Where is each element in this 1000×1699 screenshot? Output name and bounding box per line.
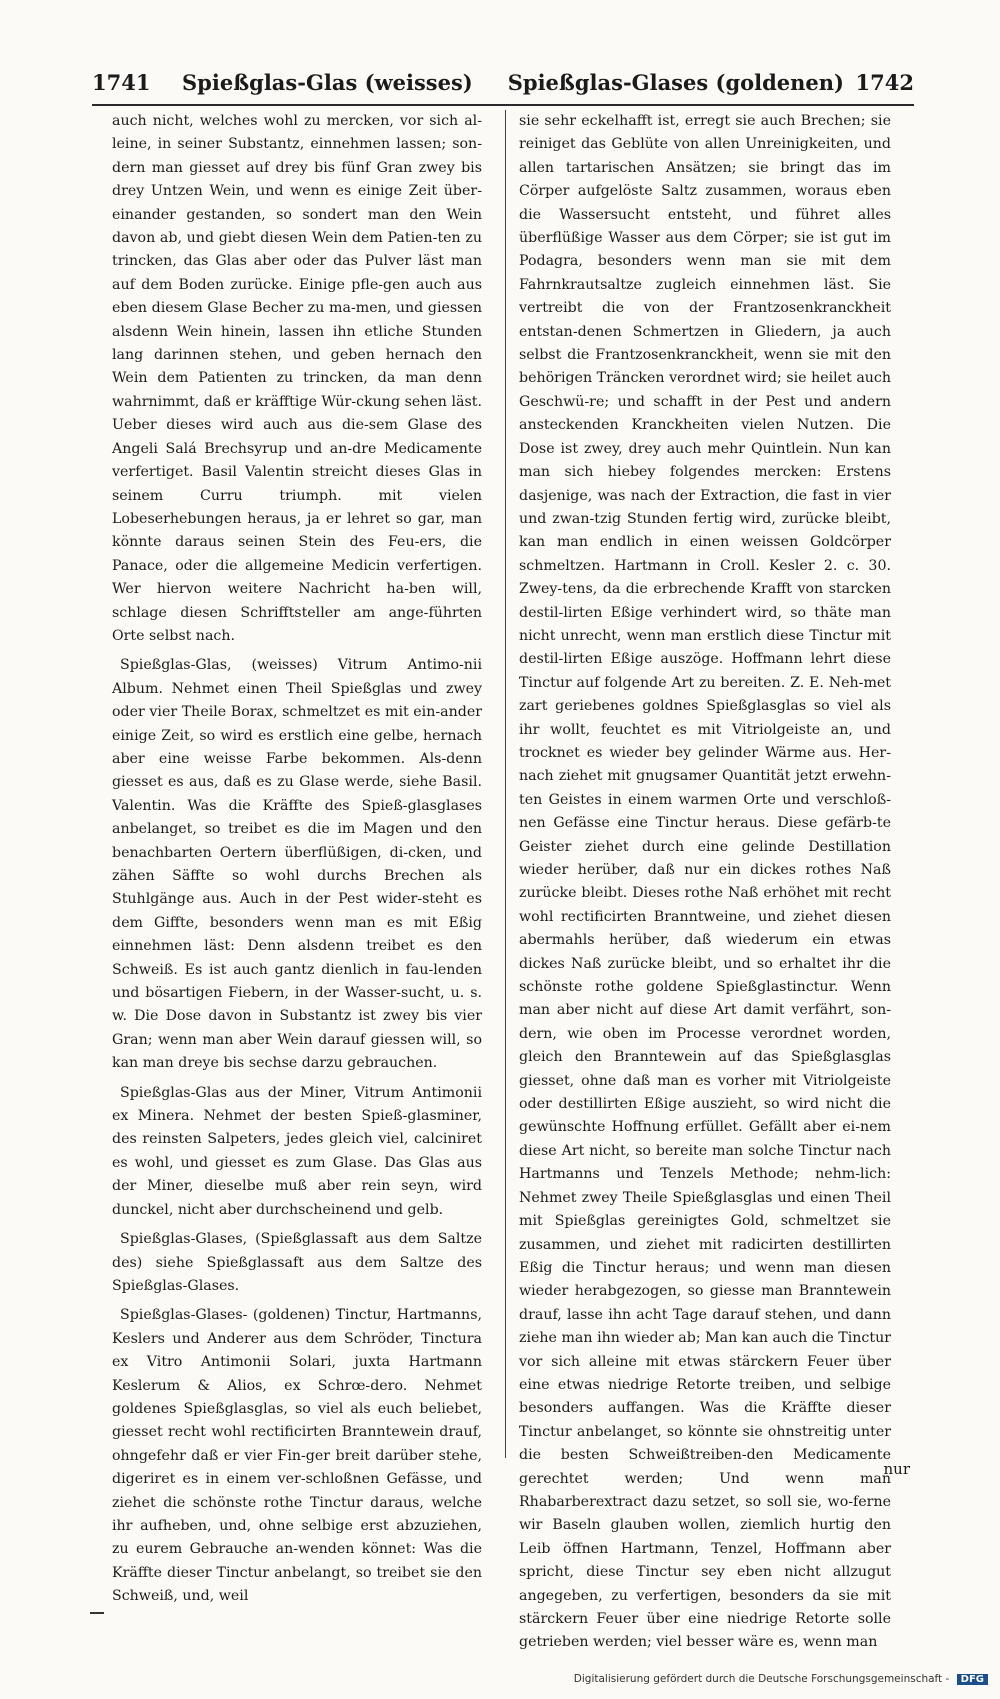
paragraph: sie sehr eckelhafft ist, erregt sie auch Brechen; sie reiniget das Geblüte von allen Unreinigkeiten, und allen tartarischen Ansätzen; sie bringt das im Cörper aufgelöste Saltz zusammen, woraus eben die Wassersucht entsteht, und führet alles überflüßige Wasser aus dem Cörper; sie ist gut im Podagra, besonders wenn man sie mit dem Fahrnkrautsaltze zugleich einnehmen läst. Sie vertreibt die von der Frantzosenkranckheit entstan-denen Schmertzen in Gliedern, ja auch selbst die Frantzosenkranckheit, wenn sie mit den behörigen Träncken verordnet wird; sie heilet auch Geschwü-re; und schafft in der Pest und andern ansteckenden Kranckheiten vielen Nutzen. Die Dose ist zwey, drey auch mehr Quintlein. Nun kan man sich hiebey folgendes mercken: Erstens dasjenige, was nach der Extraction, die fast in vier und zwan-tzig Stunden fertig wird, zurücke bleibt, kan man endlich in einen weissen Goldcörper schmeltzen. Hartmann in Croll. Kesler 2. c. 30. Zwey-tens, da die erbrechende Krafft von starcken destil-lirten Eßige verhindert wird, so thäte man nicht unrecht, wenn man erstlich diese Tinctur mit destil-lirten Eßige auszöge. Hoffmann lehrt diese Tinctur auf folgende Art zu bereiten. Z. E. Neh-met zart geriebenes goldnes Spießglasglas so viel als ihr wollt, feuchtet es mit Vitriolgeiste an, und trocknet es wieder bey gelinder Wärme aus. Her-nach ziehet mit gnugsamer Quantität jetzt erwehn-ten Geistes in einem warmen Orte und verschloß-nen Gefässe eine Tinctur heraus. Diese gefärb-te Geister ziehet durch eine gelinde Destillation wieder herüber, daß nur ein dickes rothes Naß zurücke bleibt. Dieses rothe Naß erhöhet mit recht wohl rectificirten Branntweine, und ziehet diesen abermahls herüber, daß wiederum ein etwas dickes Naß zurücke bleibt, und so erhaltet ihr die schönste rothe goldene Spießglastinctur. Wenn man aber nicht auf diese Art damit verfährt, son-dern, wie oben im Processe verordnet worden, gleich den Branntewein auf das Spießglasglas giesset, ohne daß man es vorher mit Vitriolgeiste oder destillirten Eßige auszieht, so wird nicht die gewünschte Hoffnung erfüllet. Gefällt aber ei-nem diese Art nicht, so bereite man solche Tinctur nach Hartmanns und Tenzels Methode; nehm-lich: Nehmet zwey Theile Spießglasglas und einen Theil mit Spießglas gereinigtes Gold, schmeltzet sie zusammen, und ziehet mit radicirten destillirten Eßig die Tinctur heraus; und wenn man diesen wieder herabgezogen, so giesse man Branntewein drauf, lasse ihn acht Tage darauf stehen, und dann ziehe man ihn wieder ab; Man kan auch die Tinctur vor sich alleine mit etwas stärckern Feuer über eine etwas niedrige Retorte treiben, und selbige besonders auffangen. Was die Kräffte dieser Tinctur anbelanget, so könnte sie ohnstreitig unter die besten Schweißtreiben-den Medicamente gerechtet werden; Und wenn man Rhabarberextract dazu setzet, so soll sie, wo-ferne wir Baseln glauben wollen, ziemlich hurtig den Leib öffnen Hartmann, Tenzel, Hoffmann aber spricht, diese Tinctur sey eben nicht allzugut angegeben, zu verfertigen, besonders da sie mit stärckern Feuer über eine niedrige Retorte solle getrieben werden; viel besser wäre es, wenn man — [519, 113, 891, 1651]
running-header — [92, 70, 914, 104]
paragraph: auch nicht, welches wohl zu mercken, vor sich al-leine, in seiner Substantz, einnehmen lassen; son-dern man giesset auf drey bis fünf Gran zwey bis drey Untzen Wein, und wenn es einige Zeit über-einander gestanden, so sondert man den Wein davon ab, und giebt diesen Wein dem Patien-ten zu trincken, das Glas aber oder das Pulver läst man auf dem Boden zurücke. Einige pfle-gen auch aus eben diesem Glase Becher zu ma-men, und giessen alsdenn Wein hinein, lassen ihn etliche Stunden lang darinnen stehen, und geben hernach den Wein dem Patienten zu trincken, da man denn wahrnimmt, daß er kräfftige Wür-ckung sehen läst. Ueber dieses wird auch aus die-sem Glase des Angeli Salá Brechsyrup und an-dre Medicamente verfertiget. Basil Valentin streicht dieses Glas in seinem Curru triumph. mit vielen Lobeserhebungen heraus, ja er lehret so gar, man könnte daraus seinen Stein des Feu-ers, die Panace, oder die allgemeine Medicin verfertigen. Wer hiervon weitere Nachricht ha-ben will, schlage diesen Schrifftsteller am ange-führten Orte selbst nach. — [112, 113, 482, 644]
entry-golden-tincture: Spießglas-Glases- (goldenen) Tinctur, Hartmanns, Keslers und Anderer aus dem Schröder, Tinctura ex Vitro Antimonii Solari, juxta Hartmann Keslerum & Alios, ex Schrœ-dero. Nehmet goldenes Spießglasglas, so viel als euch beliebet, giesset recht wohl rectificirten Branntewein drauf, ohngefehr daß er vier Fin-ger breit darüber stehe, digeriret es in einem ver-schloßnen Gefässe, und ziehet die schönste rothe Tinctur daraus, welche ihr aufheben, und, ohne selbige erst abzuziehen, zu eurem Gebrauche an-wenden könnet: Was die Kräffte dieser Tinctur anbelangt, so treibet sie den Schweiß, und, weil — [112, 1307, 482, 1605]
running-title-left: Spießglas-Glas (weisses) — [182, 70, 473, 95]
column-divider — [505, 110, 506, 1458]
margin-mark — [90, 1612, 104, 1614]
dfg-logo: DFG — [957, 1674, 988, 1685]
right-column — [519, 110, 891, 1655]
footer-text: Digitalisierung gefördert durch die Deutsche Forschungsgemeinschaft - — [573, 1673, 950, 1685]
running-title-right: Spießglas-Glases (goldenen) — [507, 70, 844, 95]
catchword: nur — [883, 1460, 910, 1478]
entry-glass-from-ore: Spießglas-Glas aus der Miner, Vitrum Antimonii ex Minera. Nehmet der besten Spieß-glasminer, des reinsten Salpeters, jedes gleich viel, calciniret es wohl, und giesset es zum Glase. Das Glas aus der Miner, dieselbe muß aber rein seyn, wird dunckel, nicht aber durchscheinend und gelb. — [112, 1084, 482, 1218]
digitization-footer — [574, 1673, 988, 1685]
page-number-right: 1742 — [855, 70, 914, 95]
header-rule — [92, 104, 914, 106]
entry-cross-reference: Spießglas-Glases, (Spießglassaft aus dem Saltze des) siehe Spießglassaft aus dem Saltze des Spießglas-Glases. — [112, 1231, 482, 1294]
entry-white-antimony-glass: Spießglas-Glas, (weisses) Vitrum Antimo-nii Album. Nehmet einen Theil Spießglas und zwey oder vier Theile Borax, schmeltzet es mit ein-ander einige Zeit, so wird es erstlich eine gelbe, hernach aber eine weisse Farbe bekommen. Als-denn giesset es aus, daß es zu Glase werde, siehe Basil. Valentin. Was die Kräffte des Spieß-glasglases anbelanget, so treibet es die im Magen und den benachbarten Oertern überflüßigen, di-cken, und zähen Säffte so wohl durchs Brechen als Stuhlgänge aus. Auch in der Pest wider-steht es dem Giffte, besonders wenn man es mit Eßig einnehmen läst: Denn alsdenn treibet es den Schweiß. Es ist auch gantz dienlich in fau-lenden und bösartigen Fiebern, in der Wasser-sucht, u. s. w. Die Dose davon in Substantz ist zwey bis vier Gran; wenn man aber Wein darauf giessen will, so kan man dreye bis sechse darzu gebrauchen. — [112, 657, 482, 1072]
left-column — [112, 110, 482, 1609]
page-number-left: 1741 — [92, 70, 151, 95]
